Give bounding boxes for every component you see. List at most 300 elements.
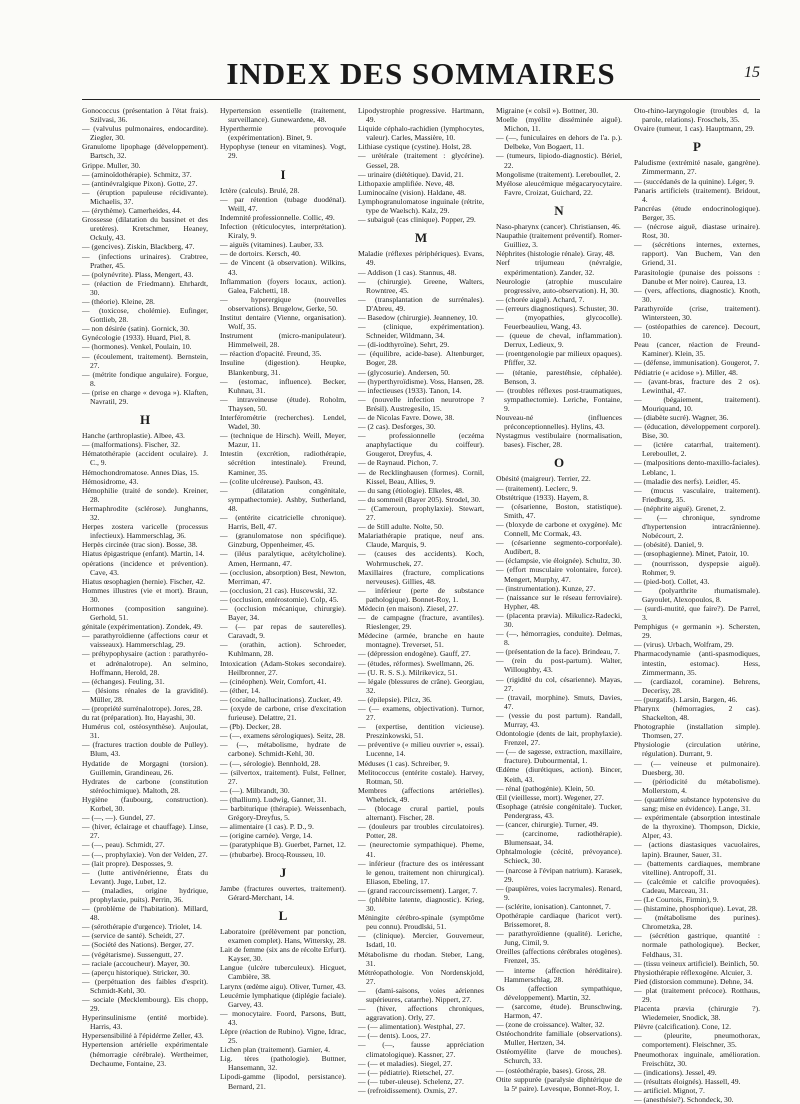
- index-entry: Odontologie (dents de lait, prophylaxie). Frenzel, 27.: [496, 729, 622, 748]
- section-letter: H: [139, 412, 151, 428]
- index-entry: Ostéomyélite (larve de mouches). Schurch, 33.: [496, 1047, 622, 1066]
- index-column: [220, 106, 346, 1091]
- index-entry: — (rigidité du col, césarienne). Mayas, 27.: [496, 674, 622, 693]
- index-entry: — (métabolisme des purines). Chrometzka, 28.: [634, 913, 760, 932]
- index-entry: Larynx (œdème aigu). Oliver, Turner, 43.: [220, 981, 346, 991]
- index-entry: Herpes zostera varicelle (processus infectieux). Hammerschlag, 36.: [82, 522, 208, 541]
- index-entry: Migraine (« colsil »). Bottner, 30.: [496, 106, 599, 115]
- index-entry: — urinaire (diététique). David, 21.: [358, 169, 464, 179]
- index-entry: — (orathin, action). Schroeder, Kuhlmann, 28.: [220, 640, 346, 659]
- index-entry: — (grand raccourcissement). Larger, 7.: [358, 885, 478, 895]
- index-entry: — (tumeurs, lipiodo-diagnostic). Bériel, 22.: [496, 151, 622, 170]
- index-entry: Nerf trijumeau (névralgie, expérimentation). Zander, 32.: [496, 258, 622, 277]
- index-entry: — (sécrétions internes, externes, rapport). Van Buchem, Van den Griend, 31.: [634, 240, 760, 268]
- index-entry: Os (affection sympathique, développement). Martin, 32.: [496, 983, 622, 1002]
- index-entry: Hydatide de Morgagni (torsion). Guillemin, Grandineau, 26.: [82, 758, 208, 777]
- index-entry: — (Pb). Decker, 28.: [220, 722, 282, 732]
- index-entry: Ostéochondrite familiale (observations). Muller, Hertzen, 34.: [496, 1029, 622, 1048]
- index-entry: — (pied-bot). Collet, 43.: [634, 576, 710, 586]
- index-entry: — (tissu veineux artificiel). Beinlich, 50.: [634, 958, 759, 968]
- page-title: INDEX DES SOMMAIRES: [226, 56, 616, 91]
- index-entry: Institut dentaire (Vienne, organisation). Wolf, 35.: [220, 312, 346, 332]
- index-entry: — (érythème). Camerheides, 44.: [82, 206, 182, 216]
- index-entry: — de Vincent (à observation). Wilkins, 43.: [220, 258, 346, 277]
- index-entry: — (diabète sucré). Wagner, 36.: [634, 413, 729, 422]
- index-entry: — (— examens, objectivation). Turnor, 27.: [358, 704, 484, 723]
- index-entry: — (anesthésie?). Schondeck, 30.: [634, 1095, 734, 1104]
- index-entry: — (naissance sur le réseau ferroviaire). Hypher, 48.: [496, 592, 622, 611]
- index-entry: Naso-pharynx (cancer). Christiansen, 46.: [496, 222, 621, 232]
- index-entry: — (maladies, origine hydrique, prophylaxie, puits). Perrin, 36.: [82, 885, 208, 904]
- index-entry: Humérus col, ostéosynthèse). Aujoulat, 31.: [82, 722, 208, 741]
- index-entry: — (éclampsie, vie éloignée). Schultz, 30.: [496, 556, 622, 566]
- section-letter: J: [279, 864, 287, 880]
- index-entry: — non désirée (satin). Gornick, 30.: [82, 324, 190, 334]
- index-entry: — (chirurgie). Greene, Walters, Rowntree, 45.: [358, 276, 484, 295]
- index-entry: — (expertise, dentition vicieuse). Preszinkowski, 51.: [358, 722, 484, 741]
- index-entry: — rénal (pathogénie). Klein, 50.: [496, 783, 595, 793]
- index-entry: Interférométrie (recherches). Lendel, Wadel, 30.: [220, 413, 346, 432]
- index-entry: — (occlusion, entérostomie). Colp, 45.: [220, 594, 339, 604]
- index-entry: — (narcose à l'évipan natrium). Karasek, 29.: [496, 865, 622, 884]
- index-entry: — (queue de cheval, inflammation). Derrux, Ledieux, 9.: [496, 331, 622, 350]
- index-entry: Panaris artificiels (traitement). Bridout, 4.: [634, 185, 760, 204]
- section-letter: L: [278, 907, 288, 923]
- index-entry: Hypersensibilité à l'épidérme Zeller, 43.: [82, 1031, 204, 1041]
- index-entry: Lymphogranulomatose inguinale (rétrite, type de Waelsch). Kalz, 29.: [358, 196, 484, 216]
- index-entry: — (avant-bras, fracture des 2 os). Lewinthal, 47.: [634, 376, 760, 395]
- index-entry: Liquide céphalo-rachidien (lymphocytes, valeur). Carles, Massière, 10.: [358, 124, 484, 143]
- index-entry: — (dami-saisons, voies aériennes supérieures, catarrhe). Nippert, 27.: [358, 985, 484, 1004]
- index-entry: — (—, sérologie). Bennhold, 28.: [220, 758, 321, 768]
- index-entry: Physiothérapie réflexogène. Alcuier, 3.: [634, 967, 753, 977]
- index-entry: — (éducation, développement corporel). Bise, 30.: [634, 422, 760, 441]
- index-entry: Hypertension artérielle expérimentale (hémorragie cérébrale). Wertheimer, Dechaume, Fontaine, 23.: [82, 1040, 208, 1068]
- index-entry: — (sclérite, ionisation). Cantonnet, 7.: [496, 901, 611, 911]
- index-entry: — (—, hémorragies, conduite). Delmas, 8.: [496, 629, 622, 648]
- index-entry: — (cardiazol, coramine). Behrens, Decerisy, 28.: [634, 676, 760, 695]
- index-entry: — (polyarthrite rhumatismale). Gayoulet, Alexopoulos, 8.: [634, 585, 760, 604]
- index-entry: — (succédanés de la quinine). Léger, 9.: [634, 176, 755, 186]
- index-entry: — (présentation de la face). Brindeau, 7.: [496, 647, 620, 657]
- index-entry: — (—, —). Gundel, 27.: [82, 813, 155, 823]
- section-letter: O: [553, 455, 565, 471]
- index-entry: — (di-iodthyroïne). Sehrt, 29.: [358, 340, 450, 350]
- index-entry: Indemnité professionnelle. Collic, 49.: [220, 212, 335, 222]
- index-entry: — (dépression endogène). Gauff, 27.: [358, 649, 471, 659]
- index-entry: — (placenta prævia). Mikulicz-Radecki, 30.: [496, 610, 622, 629]
- index-entry: — (chorée aiguë). Achard, 7.: [496, 294, 585, 304]
- index-entry: Pied (distorsion commune). Dehne, 34.: [634, 976, 754, 986]
- index-entry: — (transplantation de surrénales). D'Abreu, 49.: [358, 294, 484, 313]
- index-entry: Lipodystrophie progressive. Hartmann, 49.: [358, 106, 484, 125]
- index-entry: — (prise en charge « devoga »). Klaften, Navratil, 29.: [82, 387, 208, 406]
- index-entry: — (— pédiatrie). Rietschel, 27.: [358, 1067, 454, 1077]
- index-entry: — (césarienne segmento-corporéale). Audibert, 8.: [496, 538, 622, 557]
- index-entry: — (— dents). Loos, 27.: [358, 1031, 431, 1041]
- index-entry: — (occlusion mécanique, chirurgie). Bayer, 34.: [220, 603, 346, 623]
- index-entry: — (erreurs diagnostiques). Schuster, 30.: [496, 303, 619, 313]
- index-entry: — (— et maladies). Siegel, 27.: [358, 1058, 453, 1068]
- index-entry: — (—). Milbrandt, 30.: [220, 785, 290, 795]
- index-entry: Maladie (réflexes périphériques). Evans, 49.: [358, 249, 484, 268]
- index-entry: — réaction d'opacité. Freund, 35.: [220, 349, 322, 359]
- index-entry: — (mucus vasculaire, traitement). Friedburg, 35.: [634, 485, 760, 504]
- index-entry: Lipodi-gamme (lipodol, persistance). Bernard, 21.: [220, 1072, 346, 1091]
- index-entry: — (colite ulcéreuse). Paulson, 43.: [220, 476, 324, 486]
- index-entry: Méduses (1 cas). Schreiber, 9.: [358, 758, 450, 768]
- index-entry: — infectieuses (1933). Tanon, 14.: [358, 385, 462, 395]
- index-entry: — (ostéopathies de carence). Decourt, 10.: [634, 322, 760, 341]
- index-entry: — (paupières, voies lacrymales). Renard, 9.: [496, 883, 622, 902]
- index-entry: — (glycosurie). Andersen, 50.: [358, 367, 450, 377]
- index-entry: — (défense, immunisation). Gougerot, 7.: [634, 358, 760, 368]
- index-entry: — (—, examens sérologiques). Seitz, 28.: [220, 731, 346, 741]
- index-entry: — urétérale (traitement : glycérine). Gessel, 28.: [358, 151, 484, 170]
- index-entry: — de Raynaud. Pichon, 7.: [358, 458, 438, 468]
- index-entry: — (antinévralgique Pixon). Gotte, 27.: [82, 178, 198, 188]
- index-entry: Melitococcus (entérite costale). Harvey, Rotman, 50.: [358, 767, 484, 786]
- index-entry: Gonococcus (présentation à l'état frais). Szilvasi, 36.: [82, 106, 208, 125]
- index-entry: Pneumothorax inguinale, amélioration. Freischütz, 30.: [634, 1049, 760, 1068]
- index-entry: — (virus). Urbach, Wolfram, 29.: [634, 640, 734, 650]
- index-entry: — (oxyde de carbone, crise d'excitation furieuse). Delattre, 21.: [220, 704, 346, 723]
- index-entry: — (toxicose, cholémie). Eufinger, Gottlieb, 28.: [82, 306, 208, 325]
- index-entry: — (Cameroun, prophylaxie). Stewart, 27.: [358, 503, 484, 523]
- index-entry: — (nourrisson, dyspepsie aiguë). Rohmer, 9.: [634, 558, 760, 577]
- index-entry: — interne (affection héréditaire). Hammerschlag, 28.: [496, 965, 622, 984]
- index-entry: Méningite cérébro-spinale (symptôme peu connu). Proudlski, 51.: [358, 913, 484, 932]
- index-entry: Instrument (micro-manipulateur). Himmelweil, 28.: [220, 331, 346, 350]
- index-entry: opérations (incidence et prévention). Cave, 43.: [82, 558, 208, 577]
- index-entry: — (—, peau). Schmidt, 27.: [82, 840, 165, 850]
- index-entry: — (occlusion, absorption) Best, Newton, Merriman, 47.: [220, 567, 346, 586]
- index-entry: — (résultats éloignés). Hassell, 49.: [634, 1076, 741, 1086]
- index-entry: — par rétention (tubage duodénal). Weill, 47.: [220, 194, 346, 213]
- index-entry: Parasitologie (punaise des poissons : Danube et Mer noire). Caurea, 13.: [634, 267, 760, 286]
- index-entry: — (— veineuse et pulmonaire). Duesberg, 30.: [634, 758, 760, 777]
- index-entry: Grippe. Muller, 30.: [82, 160, 141, 170]
- index-entry: — (paratyphique B). Guerbet, Parnet, 12.: [220, 840, 346, 850]
- index-entry: — (échanges). Feuling, 31.: [82, 676, 165, 686]
- index-entry: — (réaction de Friedmann). Ehrhardt, 30.: [82, 278, 208, 297]
- index-entry: — (U. R. S. S.). Milrikevicz, 51.: [358, 667, 458, 677]
- index-entry: Œdème (diurétiques, action). Bincer, Keith, 43.: [496, 765, 622, 784]
- index-entry: — (végétarisme). Sussengutt, 27.: [82, 949, 184, 959]
- index-entry: Hypertension essentielle (traitement, surveillance). Gunewardene, 48.: [220, 106, 346, 125]
- index-entry: génitale (expérimentation). Zondek, 49.: [82, 622, 203, 632]
- index-entry: Intoxication (Adam-Stokes secondaire). Heilbronner, 27.: [220, 658, 346, 677]
- index-entry: Langue (ulcère tuberculeux). Hicguet, Cambière, 38.: [220, 963, 346, 982]
- index-entry: Lichen plan (traitement). Garnier, 4.: [220, 1045, 330, 1055]
- index-entry: — (sarcome, étude). Brunschwing, Harmon, 47.: [496, 1001, 622, 1020]
- index-entry: — (métrite fondique angulaire). Forgue, 8.: [82, 369, 208, 388]
- index-entry: — (fractures traction double de Pulley). Blum, 43.: [82, 740, 208, 759]
- index-entry: Nystagmus vestibulaire (normalisation, bases). Fischer, 28.: [496, 431, 622, 450]
- index-entry: Mongolisme (traitement). Lereboullet, 2.: [496, 169, 621, 179]
- index-entry: Hanche (arthroplastie). Albee, 43.: [82, 431, 185, 441]
- header-rule: [82, 99, 760, 100]
- index-entry: — (2 cas). Desforges, 30.: [358, 422, 436, 432]
- index-entry: — de Nicolas Favre. Dowe, 38.: [358, 413, 455, 422]
- index-entry: — monocytaire. Foord, Parsons, Butt, 43.: [220, 1008, 346, 1027]
- index-entry: Photographie (installation simple). Thomsen, 27.: [634, 722, 760, 741]
- index-entry: — parathyroïdienne (qualité). Leriche, Jung, Cimil, 9.: [496, 929, 622, 948]
- index-entry: — (—, métabolisme, hydrate de carbone). Schmidt-Kehl, 30.: [220, 740, 346, 759]
- index-entry: Leucémie lymphatique (diplégie faciale). Garvey, 43.: [220, 990, 346, 1009]
- index-entry: — (service de santé). Scheidt, 27.: [82, 931, 185, 941]
- index-entry: Hyperthermie provoquée (expérimentation). Binet, 9.: [220, 124, 346, 143]
- index-entry: Opothérapie cardiaque (haricot vert). Brissemoret, 8.: [496, 910, 622, 930]
- index-entry: — (vers, affections, diagnostic). Knoth, 30.: [634, 285, 760, 304]
- index-entry: — (douleurs par troubles circulatoires). Potter, 28.: [358, 822, 484, 841]
- index-entry: — (bloxyde de carbone et oxygène). Mc Connell, Mc Cormak, 43.: [496, 519, 622, 539]
- index-entry: — (maladie des nerfs). Leidler, 45.: [634, 476, 741, 486]
- index-entry: — légale (blessures de crâne). Georgiau, 32.: [358, 676, 484, 695]
- index-entry: — (thallium). Ludwig, Ganner, 31.: [220, 794, 327, 804]
- index-entry: — (malpositions dento-maxillo-faciales). Leblanc, 1.: [634, 458, 760, 477]
- index-entry: — (Le Courtois, Firmin), 9.: [634, 894, 719, 904]
- index-entry: — (entérite cicatricielle chronique). Harris, Bell, 47.: [220, 513, 346, 532]
- index-entry: — artificiel. Mignot, 7.: [634, 1085, 705, 1095]
- index-entry: — (nécrose aiguë, diastase urinaire). Rost, 30.: [634, 222, 760, 241]
- index-entry: — de dortoirs. Kersch, 40.: [220, 249, 301, 259]
- index-entry: Malariathérapie pratique, neuf ans. Claude, Marquis, 9.: [358, 531, 484, 550]
- index-entry: — (équilibre, acide-base). Altenburger, Boger, 28.: [358, 349, 484, 368]
- index-entry: — (purgatifs). Larsin, Bargen, 46.: [634, 694, 738, 704]
- index-entry: — (—, prophylaxie). Von der Velden, 27.: [82, 849, 208, 859]
- index-column: [634, 106, 760, 1104]
- index-entry: — (zone de croissance). Walter, 32.: [496, 1020, 605, 1030]
- index-entry: — (quatrième substance hypotensive du sang; mise en évidence). Lange, 31.: [634, 794, 760, 814]
- index-entry: Hématothérapie (accident oculaire). J. C., 9.: [82, 449, 208, 468]
- index-entry: — intraveineuse (étude). Roholm, Thaysen, 50.: [220, 394, 346, 413]
- index-entry: Membres (affections artérielles). Whebrick, 49.: [358, 785, 484, 804]
- index-entry: — subaiguë (cas clinique). Popper, 29.: [358, 215, 476, 225]
- index-entry: Hémosidrome, 43.: [82, 476, 139, 486]
- index-entry: — préventive (« milieu ouvrier », essai). Lucenne, 14.: [358, 740, 484, 759]
- index-entry: — Addison (1 cas). Stannus, 48.: [358, 267, 457, 277]
- index-entry: — préhypophysaire (action : parathyréo- et adrénalotrope). An selmino, Hoffmann, Herold, 28.: [82, 649, 208, 677]
- index-entry: Hermaphrodite (sclérose). Junghanns, 32.: [82, 503, 208, 523]
- index-entry: Pédiatrie (« acidose »). Miller, 48.: [634, 367, 738, 377]
- index-entry: — (silvertox, traitement). Fulst, Fellner, 27.: [220, 767, 346, 786]
- index-entry: — (calcémie et calcifie provoquées). Cadeau, Marceau, 31.: [634, 876, 760, 895]
- section-letter: I: [280, 166, 286, 182]
- index-entry: — (Société des Nations). Berger, 27.: [82, 940, 194, 950]
- index-entry: — (refroidissement). Oxmis, 27.: [358, 1085, 458, 1095]
- index-entry: — (ictère catarrhal, traitement). Lereboullet, 2.: [634, 440, 760, 459]
- index-entry: Ophtalmologie (cécité, prévoyance). Schieck, 30.: [496, 847, 622, 866]
- index-entry: — (hiver, éclairage et chauffage). Linse, 27.: [82, 822, 208, 841]
- page-number: 15: [744, 64, 760, 81]
- index-entry: — (aminoïdothérapie). Schmitz, 37.: [82, 169, 192, 179]
- index-entry: Nouveau-né (influences préconceptionnelles). Hylins, 43.: [496, 413, 622, 432]
- index-entry: Luminocaïne (vision). Haldane, 48.: [358, 187, 466, 197]
- index-entry: — (— chronique, syndrome d'hypertension intracrânienne). Nobécourt, 2.: [634, 513, 760, 541]
- index-entry: Gynécologie (1933). Huard, Piel, 8.: [82, 333, 191, 343]
- index-entry: Paludisme (extrémité nasale, gangrène). Zimmermann, 27.: [634, 158, 760, 177]
- index-entry: — hyperergique (nouvelles observations). Brugelow, Gerke, 50.: [220, 294, 346, 313]
- index-entry: — (troubles réflexes post-traumatiques, sympathectomie). Leriche, Fontaine, 9.: [496, 385, 622, 413]
- index-entry: Néphrites (histologie rénale). Gray, 48.: [496, 249, 615, 259]
- index-entry: — (myopathies, glycocolle). Feuerbeaulieu, Wang, 43.: [496, 312, 622, 332]
- index-entry: Herpès circinée (trac sion). Bosse, 38.: [82, 540, 198, 550]
- index-entry: — (instrumentation). Kunze, 27.: [496, 583, 596, 593]
- index-entry: — (césarienne, Boston, statistique). Smith, 47.: [496, 501, 622, 520]
- index-entry: — (sécrétion gastrique, quantité : normale pathologique). Becker, Feldhaus, 31.: [634, 931, 760, 959]
- index-entry: — (—, fausse appréciation climatologique). Kassner, 27.: [358, 1040, 484, 1059]
- index-entry: — (hormones). Venkel, Poulain, 10.: [82, 342, 192, 352]
- index-entry: Lithopaxie amplifiée. Neve, 48.: [358, 178, 455, 188]
- index-entry: — de Still adulte. Nolte, 50.: [358, 522, 444, 532]
- index-entry: — (théorie). Kleine, 28.: [82, 296, 155, 306]
- index-entry: — (nouvelle infection neurotrope ? Brésil). Austregesilo, 15.: [358, 394, 484, 413]
- index-entry: Jambe (fractures ouvertes, traitement). Gérard-Merchant, 14.: [220, 883, 346, 902]
- index-entry: Grossesse (dilatation du bassinet et des uretères). Kretschmer, Heaney, Ockuly, 43.: [82, 215, 208, 243]
- index-entry: — (malformations). Fischer, 32.: [82, 440, 180, 450]
- index-entry: — (éther, 14.: [220, 685, 261, 695]
- index-entry: Neurologie (atrophie musculaire progressive, auto-observation). H, 30.: [496, 276, 622, 295]
- index-entry: — (cinéophen). Weir, Comfort, 41.: [220, 676, 327, 686]
- index-entry: Œsophage (atrésie congénitale). Tucker, Pendergrass, 43.: [496, 801, 622, 820]
- index-entry: — (neurectomie sympathique). Pheme, 41.: [358, 840, 484, 859]
- index-entry: Hyperinsulinisme (entité morbide). Harris, 43.: [82, 1013, 208, 1032]
- index-entry: — sociale (Mecklembourg). Eis chopp, 29.: [82, 995, 208, 1014]
- index-entry: — (polynévrite). Plass, Mengert, 43.: [82, 269, 194, 279]
- index-entry: — de Recklinghausen (formes). Cornil, Kissel, Beau, Allies, 9.: [358, 467, 484, 486]
- index-entry: Hypophyse (teneur en vitamines). Vogt, 29.: [220, 142, 346, 161]
- index-entry: — (histamine, phosphorique). Levat, 28.: [634, 904, 758, 914]
- index-entry: Obésité (maigreur). Terrier, 22.: [496, 474, 591, 484]
- index-entry: — (— de sagesse, extraction, maxillaire, fracture). Dubourmental, 1.: [496, 747, 622, 766]
- index-entry: Métabolisme du rhodan. Steber, Lang, 31.: [358, 949, 484, 968]
- index-entry: Ovaire (tumeur, 1 cas). Hauptmann, 29.: [634, 124, 755, 134]
- index-entry: — (propriété surrénalotrope). Jores, 28.: [82, 704, 203, 713]
- section-letter: P: [693, 139, 701, 155]
- index-entry: — (granulomatose non spécifique). Ginzburg, Oppenheimer, 45.: [220, 531, 346, 550]
- index-entry: — (actions diastasiques vacuolaires, lapin). Brauner, Sauer, 31.: [634, 840, 760, 859]
- index-entry: — (hyperthyroïdisme). Voss, Hansen, 28.: [358, 376, 484, 386]
- index-entry: — (hiver, affections chroniques, aggravation). Orly, 27.: [358, 1004, 484, 1023]
- index-entry: — expérimentale (absorption intestinale de la thyroxine). Thompson, Dickie, Alper, 43.: [634, 813, 760, 841]
- index-entry: — (pleurite, pneumothorax, comportement). Fleischner, 35.: [634, 1031, 760, 1050]
- index-entry: Médecine (armée, branche en haute montagne). Treverset, 51.: [358, 631, 484, 650]
- index-entry: Physiologie (circulation utérine, régulation). Durrant, 9.: [634, 740, 760, 759]
- index-entry: Hiatus épigastrique (enfant). Martin, 14.: [82, 549, 205, 559]
- index-entry: — de campagne (fracture, avantiles). Rieslenger, 29.: [358, 613, 484, 632]
- index-entry: Maxillaires (fracture, complications nerveuses). Gillies, 48.: [358, 567, 484, 586]
- index-entry: — (épilepsie). Pilcz, 36.: [358, 694, 432, 704]
- index-entry: Placenta prævia (chirurgie ?). Wiedemeier, Snodick, 38.: [634, 1004, 760, 1023]
- index-entry: — (œsophagienne). Minet, Patoir, 10.: [634, 549, 749, 559]
- index-entry: — (cocaïne, hallucinations). Zucker, 49.: [220, 694, 343, 704]
- section-letter: N: [554, 202, 564, 218]
- index-entry: — (battements cardiaques, membrane vitelline). Antropoff, 31.: [634, 858, 760, 877]
- index-entry: Pemphigus (« germanin »). Schersten, 29.: [634, 622, 760, 641]
- index-entry: — (lait propre). Desposses, 9.: [82, 858, 173, 868]
- index-entry: Hémochondromatose. Annes Dias, 15.: [82, 467, 199, 477]
- index-entry: — (blocage crural partiel, pouls alternant). Fischer, 28.: [358, 804, 484, 823]
- index-entry: — (lutte antivénérienne, États du Levant). Juge, Lubet, 12.: [82, 867, 208, 886]
- index-entry: — (clinique, expérimentation). Schneider, Wildmann, 34.: [358, 322, 484, 341]
- index-entry: — Basedow (chirurgie). Jeanneney, 10.: [358, 312, 478, 322]
- index-entry: — (carcinome, radiothérapie). Blumensaat, 34.: [496, 829, 622, 848]
- index-entry: — (occlusion, 21 cas). Huscewski, 32.: [220, 585, 338, 595]
- index-entry: — (indications). Jessel, 49.: [634, 1067, 717, 1077]
- index-entry: Médecin (en maison). Ziesel, 27.: [358, 603, 459, 613]
- index-entry: Parathyroïde (crise, traitement). Wintersteen, 30.: [634, 303, 760, 322]
- index-entry: Obstétrique (1933). Hayem, 8.: [496, 492, 589, 502]
- index-entry: — du sommeil (Bayer 205). Strodel, 30.: [358, 494, 481, 504]
- index-entry: — (traitement). Leclerc, 9.: [496, 483, 578, 493]
- index-entry: — (dilatation congénitale, sympathectomie). Ashby, Sutherland, 48.: [220, 485, 346, 513]
- index-entry: — du sang (étiologie). Elkeles, 48.: [358, 485, 464, 495]
- index-entry: — (iléus paralytique, acétylcholine). Amen, Hermann, 47.: [220, 549, 346, 568]
- index-entry: Peau (cancer, réaction de Freund-Kaminer). Klein, 35.: [634, 340, 760, 359]
- index-entry: Granulome lipophage (développement). Bartsch, 32.: [82, 142, 208, 161]
- index-entry: — (estomac, influence). Becker, Kuhnau, 31.: [220, 376, 346, 395]
- index-entry: — (sérothérapie d'urgence). Triolet, 14.: [82, 922, 202, 932]
- index-entry: — (problème de l'habitation). Millard, 48.: [82, 904, 208, 923]
- index-entry: — plat (traitement précoce). Rotthaus, 29.: [634, 985, 760, 1004]
- index-entry: — (néphrite aiguë). Grenet, 2.: [634, 503, 726, 513]
- index-entry: Insuline (digestion). Heupke, Blankenburg, 31.: [220, 358, 346, 377]
- index-column: [82, 106, 208, 1068]
- index-entry: — (— tuber-uleuse). Schelenz, 27.: [358, 1076, 464, 1086]
- index-entry: — (écoulement, traitement). Bernstein, 27.: [82, 351, 208, 370]
- index-entry: Moelle (myélite disséminée aiguë). Michon, 11.: [496, 115, 622, 134]
- index-entry: Infection (réticulocytes, interprétation). Kiraly, 9.: [220, 222, 346, 241]
- index-entry: Pharmacodynamie (anti-spasmodiques, intestin, estomac). Hess, Zimmermann, 35.: [634, 649, 760, 677]
- index-entry: Plèvre (calcification). Cone, 12.: [634, 1022, 731, 1032]
- index-entry: Inflammation (foyers locaux, action). Galea, Falchetti, 18.: [220, 276, 346, 295]
- index-entry: — (technique de Hirsch). Weill, Meyer, Mazur, 11.: [220, 431, 346, 450]
- index-entry: Métréopathologie. Von Nordenskjold, 27.: [358, 967, 484, 986]
- index-entry: Ictère (calculs). Brulé, 28.: [220, 185, 300, 195]
- index-entry: — (— alimentation). Westphal, 27.: [358, 1022, 466, 1032]
- index-entry: — (origine carnée). Verge, 14.: [220, 831, 313, 841]
- index-entry: Intestin (excrétion, radiothérapie, sécrétion intestinale). Freund, Kaminer, 35.: [220, 449, 346, 477]
- index-entry: — (causes des accidents). Koch, Wohrmuschek, 27.: [358, 549, 484, 568]
- index-entry: Pancréas (étude endocrinologique). Berger, 35.: [634, 203, 760, 222]
- index-entry: — (travail, morphine). Smuts, Davies, 47.: [496, 692, 622, 711]
- index-entry: — barbiturique (thérapie). Weissenbach, Grégory-Dreyfus, 5.: [220, 804, 346, 823]
- index-entry: — (aperçu historique). Stricker, 30.: [82, 967, 190, 977]
- index-entry: Lait de femme (six ans de récolte Erfurt). Kayser, 30.: [220, 945, 346, 964]
- index-entry: Pharynx (hémorragies, 2 cas). Shackelton, 48.: [634, 704, 760, 723]
- index-entry: — (—, funiculaires en dehors de l'a. p.). Delbeke, Von Bogaert, 11.: [496, 133, 622, 152]
- index-entry: — (cancer, chirurgie). Turner, 49.: [496, 820, 599, 830]
- index-entry: Hiatus œsophagien (hernie). Fischer, 42.: [82, 576, 206, 586]
- index-entry: — (roentgenologie par milieux opaques). Pfiffer, 32.: [496, 349, 622, 368]
- index-entry: Hommes illustres (vie et mort). Braun, 30.: [82, 585, 208, 604]
- index-entry: Myélose aleucémique mégacaryocytaire. Favre, Croizat, Guichard, 22.: [496, 178, 622, 197]
- index-entry: Hormones (composition sanguine). Gerhold, 51.: [82, 603, 208, 623]
- index-entry: — professionnelle (eczéma anaphylactique du coiffeur). Gougerot, Dreyfus, 4.: [358, 431, 484, 459]
- index-entry: — alimentaire (1 cas). P. D., 9.: [220, 822, 314, 832]
- index-columns: [82, 106, 760, 1104]
- index-entry: — (phlébite latente, diagnostic). Krieg, 30.: [358, 894, 484, 914]
- index-entry: Hémophilie (traité de sonde). Kreiner, 28.: [82, 485, 208, 504]
- index-entry: — (obésité). Daniel, 9.: [634, 540, 704, 550]
- index-entry: — (éruption papuleuse récidivante). Michaelis, 37.: [82, 187, 208, 206]
- index-entry: — (études, réformes). Swellmann, 26.: [358, 658, 474, 668]
- index-entry: — (rhubarbe). Brocq-Rousseu, 10.: [220, 849, 326, 859]
- index-entry: — (— par repas de sauterelles). Caravadt, 9.: [220, 622, 346, 641]
- index-entry: — (ostéothérapie, bases). Gross, 28.: [496, 1065, 607, 1075]
- index-entry: Naupathie (traitement préventif). Romer-Guilliez, 3.: [496, 231, 622, 250]
